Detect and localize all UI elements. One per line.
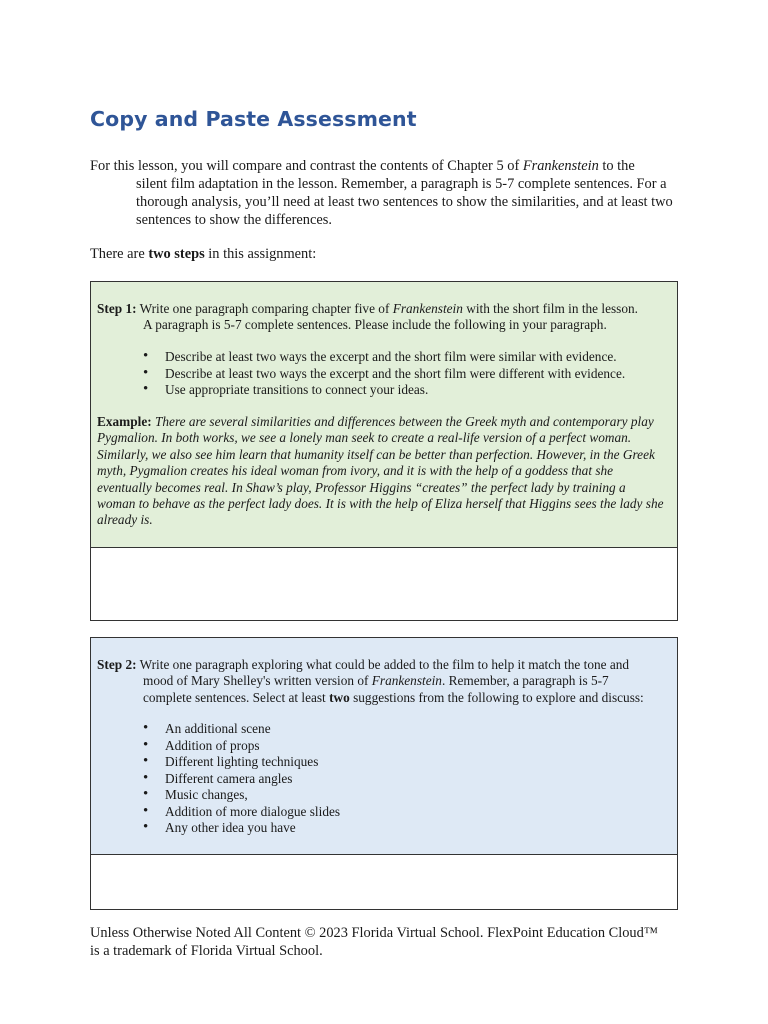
step2-book-title: Frankenstein: [371, 673, 442, 689]
steps-summary-text-end: in this assignment:: [204, 246, 317, 262]
step2-bullet-list: [137, 721, 340, 837]
step2-table: [90, 637, 678, 910]
step2-cont1-text-end: . Remember, a paragraph is 5-7: [441, 673, 609, 689]
step1-instructions: [97, 301, 667, 334]
example-text: There are several similarities and differences between the Greek myth and contemporary play Pygmalion. In both works, we see a lonely man seek to create a real-life version of a perfect woman. Similarly, we also see him learn that humanity itself can be better than perfection. However, in the Greek myth, Pygmalion creates his ideal woman from ivory, and it is with the help of a goddess that she eventually becomes real. In Shaw’s play, Professor Higgins “creates” the perfect lady by training a woman to behave as the perfect lady does. It is with the help of Eliza herself that Higgins sees the lady she already is.: [97, 414, 664, 528]
list-item: • Use appropriate transitions to connect your ideas.: [137, 382, 625, 399]
step2-continuation-1: [97, 673, 667, 689]
step1-bullet-list: [137, 349, 625, 399]
step2-cont1-text: mood of Mary Shelley's written version of: [143, 673, 372, 689]
copyright-footer: Unless Otherwise Noted All Content © 2023 Florida Virtual School. FlexPoint Education Cloud™ is a trademark of Florida Virtual School.: [90, 925, 658, 959]
list-item: • Addition of props: [137, 738, 340, 755]
intro-continuation: silent film adaptation in the lesson. Remember, a paragraph is 5-7 complete sentences. For a thorough analysis, you’ll need at least two sentences to show the similarities, and at least two sentences to show the differences.: [136, 176, 673, 228]
intro-text-end: to the: [598, 158, 635, 174]
step1-continuation: A paragraph is 5-7 complete sentences. Please include the following in your paragraph.: [143, 317, 607, 333]
example-label: Example:: [97, 414, 152, 429]
step1-book-title: Frankenstein: [392, 301, 463, 316]
step1-instructions-cell: [91, 282, 677, 548]
list-item: • Music changes,: [137, 787, 340, 804]
step2-instructions: [97, 657, 667, 706]
step1-text-end: with the short film in the lesson.: [462, 301, 638, 316]
list-item: • An additional scene: [137, 721, 340, 738]
step2-cont2-bold: two: [329, 689, 350, 705]
list-item: • Describe at least two ways the excerpt and the short film were similar with evidence.: [137, 349, 625, 366]
step1-table: [90, 281, 678, 621]
steps-summary-bold: two steps: [148, 246, 205, 262]
step2-text: Write one paragraph exploring what could be added to the film to help it match the tone and: [136, 657, 630, 672]
step2-continuation-2: [97, 690, 667, 706]
step1-example: [97, 414, 667, 529]
step2-cont2-text-end: suggestions from the following to explore and discuss:: [349, 689, 644, 705]
list-item: • Addition of more dialogue slides: [137, 804, 340, 821]
step1-label: Step 1:: [97, 301, 137, 316]
steps-summary-text: There are: [90, 246, 149, 262]
step1-text: Write one paragraph comparing chapter five of: [136, 301, 393, 316]
step1-answer-area[interactable]: [91, 548, 677, 620]
intro-book-title: Frankenstein: [522, 158, 599, 174]
list-item: • Describe at least two ways the excerpt and the short film were different with evidence.: [137, 366, 625, 383]
steps-summary: [90, 246, 316, 263]
step2-instructions-cell: [91, 638, 677, 855]
list-item: • Different lighting techniques: [137, 754, 340, 771]
step2-cont2-text: complete sentences. Select at least: [143, 689, 330, 705]
list-item: • Different camera angles: [137, 771, 340, 788]
intro-text: For this lesson, you will compare and contrast the contents of Chapter 5 of: [90, 158, 523, 174]
step2-answer-area[interactable]: [91, 855, 677, 909]
list-item: • Any other idea you have: [137, 820, 340, 837]
intro-paragraph: [90, 157, 680, 229]
step2-label: Step 2:: [97, 657, 137, 672]
page-title: Copy and Paste Assessment: [90, 107, 417, 131]
